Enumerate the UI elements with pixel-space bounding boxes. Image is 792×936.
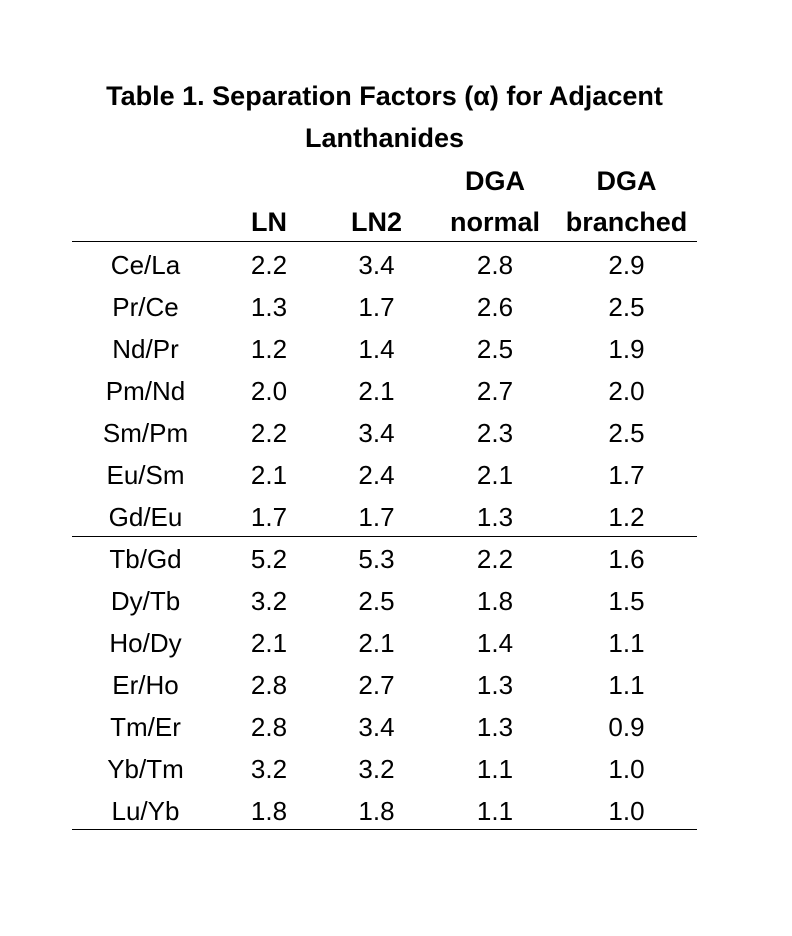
ln-cell: 1.3 (250, 291, 288, 322)
dga-branched-cell: 2.9 (608, 249, 645, 280)
ln-cell: 2.1 (250, 459, 288, 490)
table-row (72, 748, 697, 790)
ln-cell: 2.8 (250, 669, 288, 700)
ln-cell: 2.0 (250, 375, 288, 406)
ln-cell: 5.2 (250, 543, 288, 574)
pair-cell: Yb/Tm (107, 753, 184, 784)
col-header-dga-branched-line1: DGA (596, 166, 657, 196)
ln2-cell: 1.7 (358, 501, 395, 532)
table-title-line-2: Lanthanides (304, 123, 465, 153)
col-header-dga-normal-line2: normal (449, 207, 541, 237)
dga-normal-cell: 2.6 (476, 291, 514, 322)
dga-branched-cell: 1.5 (608, 585, 645, 616)
ln2-cell: 1.7 (358, 291, 395, 322)
dga-normal-cell: 1.4 (476, 627, 514, 658)
ln-cell: 2.8 (250, 711, 288, 742)
dga-normal-cell: 1.1 (476, 795, 514, 826)
ln2-cell: 2.1 (358, 627, 395, 658)
dga-normal-cell: 2.3 (476, 417, 514, 448)
ln2-cell: 2.5 (358, 585, 395, 616)
pair-cell: Ce/La (110, 249, 181, 280)
pair-cell: Lu/Yb (111, 795, 180, 826)
dga-branched-cell: 1.0 (608, 795, 645, 826)
table-row (72, 328, 697, 370)
header-rule (72, 241, 697, 242)
col-header-ln: LN (251, 207, 287, 237)
col-header-ln2: LN2 (350, 207, 402, 237)
dga-branched-cell: 1.1 (608, 669, 645, 700)
ln2-cell: 2.1 (358, 375, 395, 406)
dga-normal-cell: 1.3 (476, 711, 514, 742)
pair-cell: Pm/Nd (105, 375, 186, 406)
table-row (72, 664, 697, 706)
table-row (72, 580, 697, 622)
pair-cell: Dy/Tb (110, 585, 181, 616)
pair-cell: Sm/Pm (102, 417, 189, 448)
ln-cell: 1.8 (250, 795, 288, 826)
pair-cell: Eu/Sm (106, 459, 185, 490)
dga-branched-cell: 1.7 (608, 459, 645, 490)
col-header-dga-normal-line1: DGA (465, 166, 525, 196)
ln-cell: 1.2 (250, 333, 288, 364)
table-row (72, 370, 697, 412)
table-row (72, 286, 697, 328)
ln2-cell: 3.2 (358, 753, 395, 784)
ln2-cell: 2.4 (358, 459, 395, 490)
dga-branched-cell: 1.2 (608, 501, 645, 532)
ln2-cell: 1.4 (358, 333, 395, 364)
table-title-line-1: Table 1. Separation Factors (α) for Adjacent (106, 81, 663, 111)
ln-cell: 2.2 (250, 417, 288, 448)
table-row (72, 496, 697, 538)
ln2-cell: 3.4 (358, 417, 395, 448)
dga-branched-cell: 2.0 (608, 375, 645, 406)
dga-branched-cell: 1.6 (608, 543, 645, 574)
ln2-cell: 3.4 (358, 249, 395, 280)
dga-branched-cell: 2.5 (608, 291, 645, 322)
dga-branched-cell: 2.5 (608, 417, 645, 448)
dga-normal-cell: 2.8 (476, 249, 514, 280)
pair-cell: Gd/Eu (108, 501, 183, 532)
table-row (72, 412, 697, 454)
dga-normal-cell: 2.1 (476, 459, 514, 490)
table-row (72, 538, 697, 580)
table-row (72, 706, 697, 748)
dga-normal-cell: 2.2 (476, 543, 514, 574)
dga-branched-cell: 1.9 (608, 333, 645, 364)
ln-cell: 2.2 (250, 249, 288, 280)
ln-cell: 3.2 (250, 585, 288, 616)
pair-cell: Tb/Gd (109, 543, 182, 574)
dga-normal-cell: 1.1 (476, 753, 514, 784)
dga-normal-cell: 2.7 (476, 375, 514, 406)
ln-cell: 1.7 (250, 501, 288, 532)
pair-cell: Ho/Dy (109, 627, 182, 658)
dga-branched-cell: 1.0 (608, 753, 645, 784)
pair-cell: Er/Ho (112, 669, 179, 700)
ln-cell: 3.2 (250, 753, 288, 784)
ln-cell: 2.1 (250, 627, 288, 658)
pair-cell: Nd/Pr (112, 333, 179, 364)
col-header-dga-branched-line2: branched (565, 207, 688, 237)
ln2-cell: 2.7 (358, 669, 395, 700)
pair-cell: Pr/Ce (112, 291, 179, 322)
separation-factors-table (72, 244, 697, 832)
dga-normal-cell: 1.8 (476, 585, 514, 616)
table-body (72, 244, 697, 832)
table-row (72, 790, 697, 832)
ln2-cell: 3.4 (358, 711, 395, 742)
dga-branched-cell: 0.9 (608, 711, 645, 742)
dga-normal-cell: 1.3 (476, 669, 514, 700)
table-row (72, 454, 697, 496)
dga-branched-cell: 1.1 (608, 627, 645, 658)
ln2-cell: 5.3 (358, 543, 395, 574)
ln2-cell: 1.8 (358, 795, 395, 826)
dga-normal-cell: 1.3 (476, 501, 514, 532)
table-row (72, 622, 697, 664)
pair-cell: Tm/Er (110, 711, 181, 742)
table-row (72, 244, 697, 286)
dga-normal-cell: 2.5 (476, 333, 514, 364)
